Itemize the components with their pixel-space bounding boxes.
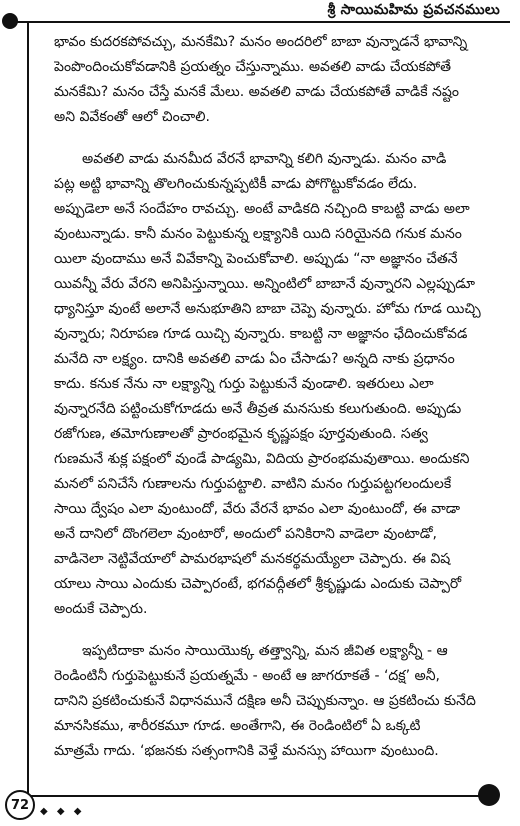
text-line: అప్పుడెలా అనే సందేహం రావచ్చు. అంటే వాడికది నచ్చింది కాబట్టి వాడు అలా bbox=[54, 201, 470, 217]
text-line: వుంటున్నాడు. కానీ మనం పెట్టుకున్న లక్ష్యానికి యిది సరియైనది గనుక మనం bbox=[54, 226, 462, 242]
text-line: మానసికము, శారీరకమూ గూడ. అంతేగాని, ఈ రెండింటిలో ఏ ఒక్కటి bbox=[54, 718, 421, 734]
footer-ornament-dot bbox=[478, 784, 500, 806]
page-number: 72 bbox=[5, 790, 35, 820]
text-line: అని వివేకంతో ఆలో చించాలి. bbox=[54, 109, 210, 125]
text-line: భావం కుదరకపోవచ్చు, మనకేమి? మనం అందరిలో బాబా వున్నాడనే భావాన్ని bbox=[54, 34, 468, 50]
text-line: రజోగుణ, తమోగుణాలతో ప్రారంభమైన కృష్ణపక్షం పూర్తవుతుంది. సత్వ bbox=[54, 426, 428, 442]
text-line: వున్నారు; నిరూపణ గూడ యిచ్చి వున్నారు. కాబట్టి నా అజ్ఞానం ఛేదించుకోవడ bbox=[54, 326, 468, 342]
text-line: కాదు. కనుక నేను నా లక్ష్యాన్ని గుర్తు పెట్టుకునే వుండాలి. ఇతరులు ఎలా bbox=[54, 376, 434, 392]
text-line: అనే దానిలో దొంగలెలా వుంటారో, అందులో పనికిరాని వాడెలా వుంటాడో, bbox=[54, 526, 438, 542]
text-line: పట్ల అట్టి భావాన్ని తొలగించుకున్నప్పటికీ వాడు పోగొట్టుకోవడం లేదు. bbox=[54, 176, 418, 192]
text-line: పెంపొందించుకోవడానికి ప్రయత్నం చేస్తున్నాము. అవతలి వాడు చేయకపోతే bbox=[54, 59, 452, 75]
text-line: గుణమనే శుక్ల పక్షంలో వుండే పాడ్యమి, విదియ ప్రారంభమవుతాయి. అందుకని bbox=[54, 451, 470, 467]
paragraph-3 bbox=[54, 639, 500, 764]
text-line: అందుకే చెప్పారు. bbox=[54, 601, 148, 617]
header-rule bbox=[6, 21, 510, 23]
text-line: రెండింటినీ గుర్తుపెట్టుకునే ప్రయత్నమే - అంటే ఆ జాగరూకతే - ‘దక్ష’ అనీ, bbox=[54, 668, 440, 684]
footer-ornament: ◆ ◆ ◆ bbox=[40, 806, 85, 817]
text-line: యాలు సాయి ఎందుకు చెప్పారంటే, భగవద్గీతలో శ్రీకృష్ణుడు ఎందుకు చెప్పారో bbox=[54, 576, 462, 592]
text-line: మనకేమి? మనం చేస్తే మనకే మేలు. అవతలి వాడు చేయకపోతే వాడికే నష్టం bbox=[54, 84, 459, 100]
text-line: యిలా వుందాము అనే వివేకాన్ని పెంచుకోవాలి. అప్పుడు “నా అజ్ఞానం చేతనే bbox=[54, 251, 458, 267]
text-line: యివన్నీ వేరు వేరని అనిపిస్తున్నాయి. అన్నింటిలో బాబానే వున్నారని ఎల్లప్పుడూ bbox=[54, 276, 475, 292]
text-line: దానిని ప్రకటించుకునే విధానమునే దక్షిణ అనీ చెప్పుకున్నాం. ఆ ప్రకటించు కునేది bbox=[54, 693, 476, 709]
running-head: శ్రీ సాయిమహిమ ప్రవచనములు bbox=[327, 2, 500, 18]
text-line: మనలో పనిచేసే గుణాలను గుర్తుపట్టాలి. వాటిని మనం గుర్తుపట్టగలందులకే bbox=[54, 476, 452, 492]
paragraph-1 bbox=[54, 30, 500, 130]
left-margin-rule bbox=[27, 23, 29, 793]
text-line: మాత్రమే గాదు. ‘భజనకు సత్సంగానికి వెళ్తే మనస్సు హాయిగా వుంటుంది. bbox=[54, 743, 439, 759]
text-line: వున్నారనేది పట్టించుకోగూడదు అనే తీవ్రత మనసుకు కలుగుతుంది. అప్పుడు bbox=[54, 401, 462, 417]
text-line: అవతలి వాడు మనమీద వేరనే భావాన్ని కలిగి వున్నాడు. మనం వాడి bbox=[82, 151, 447, 167]
text-line: ధ్యానిస్తూ వుంటే అలానే అనుభూతిని బాబా చెప్పె వున్నారు. హోమ గూడ యిచ్చి bbox=[54, 301, 481, 317]
footer-rule bbox=[28, 795, 492, 797]
text-line: ఇప్పటిదాకా మనం సాయియొక్క తత్త్వాన్ని, మన జీవిత లక్ష్యాన్నీ - ఆ bbox=[82, 643, 448, 659]
paragraph-2 bbox=[54, 147, 500, 622]
text-line: వాడినెలా నెట్టివేయాలో పామరభాషలో మనకర్థమయ్యేలా చెప్పారు. ఈ విష bbox=[54, 551, 451, 567]
text-line: మనేది నా లక్ష్యం. దానికి అవతలి వాడు ఏం చేసాడు? అన్నది నాకు ప్రధానం bbox=[54, 351, 455, 367]
body-text bbox=[54, 30, 500, 764]
text-line: సాయి ద్వేషం ఎలా వుంటుందో, వేరు వేరనే భావం ఎలా వుంటుందో, ఈ వాడా bbox=[54, 501, 461, 517]
